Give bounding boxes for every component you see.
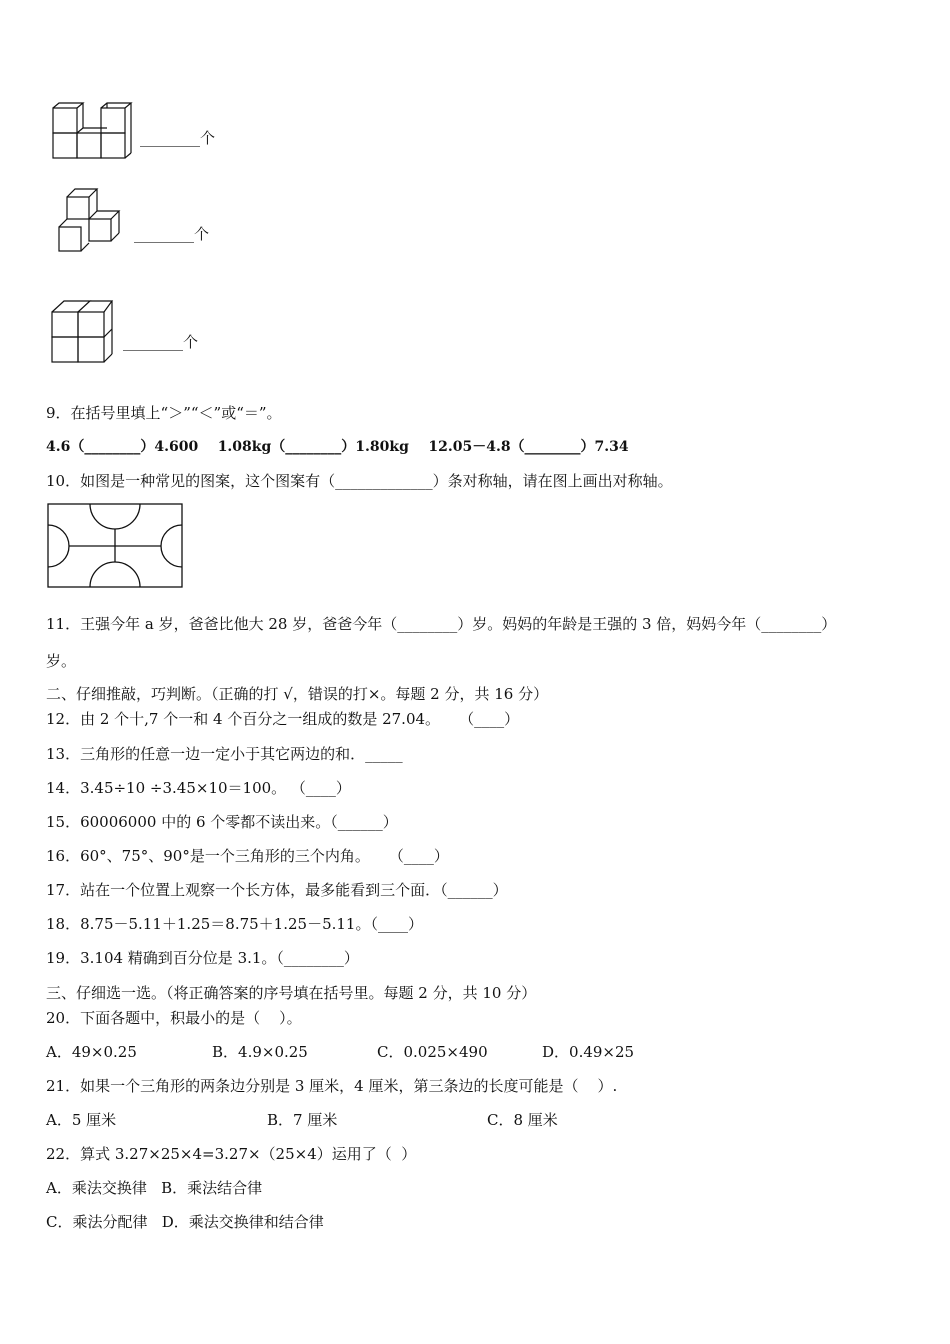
question-16[interactable]: 16．60°、75°、90°是一个三角形的三个内角。 （____）	[46, 847, 449, 865]
question-13[interactable]: 13．三角形的任意一边一定小于其它两边的和．_____	[46, 745, 403, 763]
cube-figure-3	[50, 298, 120, 366]
question-21-option-b[interactable]: B．7 厘米	[267, 1111, 338, 1129]
figure-2-answer[interactable]: ________个	[134, 225, 210, 243]
question-22-options-row-2[interactable]: C．乘法分配律 D．乘法交换律和结合律	[46, 1213, 324, 1231]
question-9-title: 9．在括号里填上“＞”“＜”或“＝”。	[46, 404, 282, 422]
question-21-option-a[interactable]: A．5 厘米	[46, 1111, 117, 1129]
cube-figure-2	[55, 185, 130, 257]
question-21-option-c[interactable]: C．8 厘米	[487, 1111, 558, 1129]
question-11-line-2: 岁。	[46, 652, 77, 670]
figure-3-answer[interactable]: ________个	[123, 333, 199, 351]
question-14[interactable]: 14．3.45÷10 ÷3.45×10＝100。 （____）	[46, 779, 351, 797]
question-18[interactable]: 18．8.75－5.11＋1.25＝8.75＋1.25－5.11。（____）	[46, 915, 423, 933]
question-20-option-a[interactable]: A．49×0.25	[46, 1043, 137, 1061]
question-19[interactable]: 19．3.104 精确到百分位是 3.1。（________）	[46, 949, 359, 967]
question-20-option-b[interactable]: B．4.9×0.25	[212, 1043, 308, 1061]
question-22-options-row-1[interactable]: A．乘法交换律 B．乘法结合律	[46, 1179, 263, 1197]
cube-figure-1	[50, 100, 135, 162]
section-3-heading: 三、仔细选一选。（将正确答案的序号填在括号里。每题 2 分，共 10 分）	[46, 984, 537, 1002]
symmetry-pattern-figure[interactable]	[47, 503, 184, 589]
figure-1-answer[interactable]: ________个	[140, 129, 216, 147]
question-22: 22．算式 3.27×25×4=3.27×（25×4）运用了（ ）	[46, 1145, 417, 1163]
question-15[interactable]: 15．60006000 中的 6 个零都不读出来。（______）	[46, 813, 398, 831]
question-20: 20．下面各题中，积最小的是（ ）。	[46, 1009, 302, 1027]
question-21: 21．如果一个三角形的两条边分别是 3 厘米，4 厘米，第三条边的长度可能是（ ）.	[46, 1077, 618, 1095]
question-11-line-1[interactable]: 11．王强今年 a 岁，爸爸比他大 28 岁，爸爸今年（________）岁。妈妈的年龄是王强的 3 倍，妈妈今年（________）	[46, 615, 837, 633]
question-10[interactable]: 10．如图是一种常见的图案，这个图案有（_____________）条对称轴，请在图上画出对称轴。	[46, 472, 673, 490]
question-20-option-c[interactable]: C．0.025×490	[377, 1043, 488, 1061]
question-12[interactable]: 12．由 2 个十,7 个一和 4 个百分之一组成的数是 27.04。 （____）	[46, 710, 520, 728]
question-9-items[interactable]: 4.6（________）4.600 1.08kg（________）1.80kg 12.05－4.8（________）7.34	[46, 439, 629, 455]
section-2-heading: 二、仔细推敲，巧判断。（正确的打 √，错误的打×。每题 2 分，共 16 分）	[46, 685, 549, 703]
question-20-option-d[interactable]: D．0.49×25	[542, 1043, 635, 1061]
question-17[interactable]: 17．站在一个位置上观察一个长方体，最多能看到三个面．（______）	[46, 881, 508, 899]
